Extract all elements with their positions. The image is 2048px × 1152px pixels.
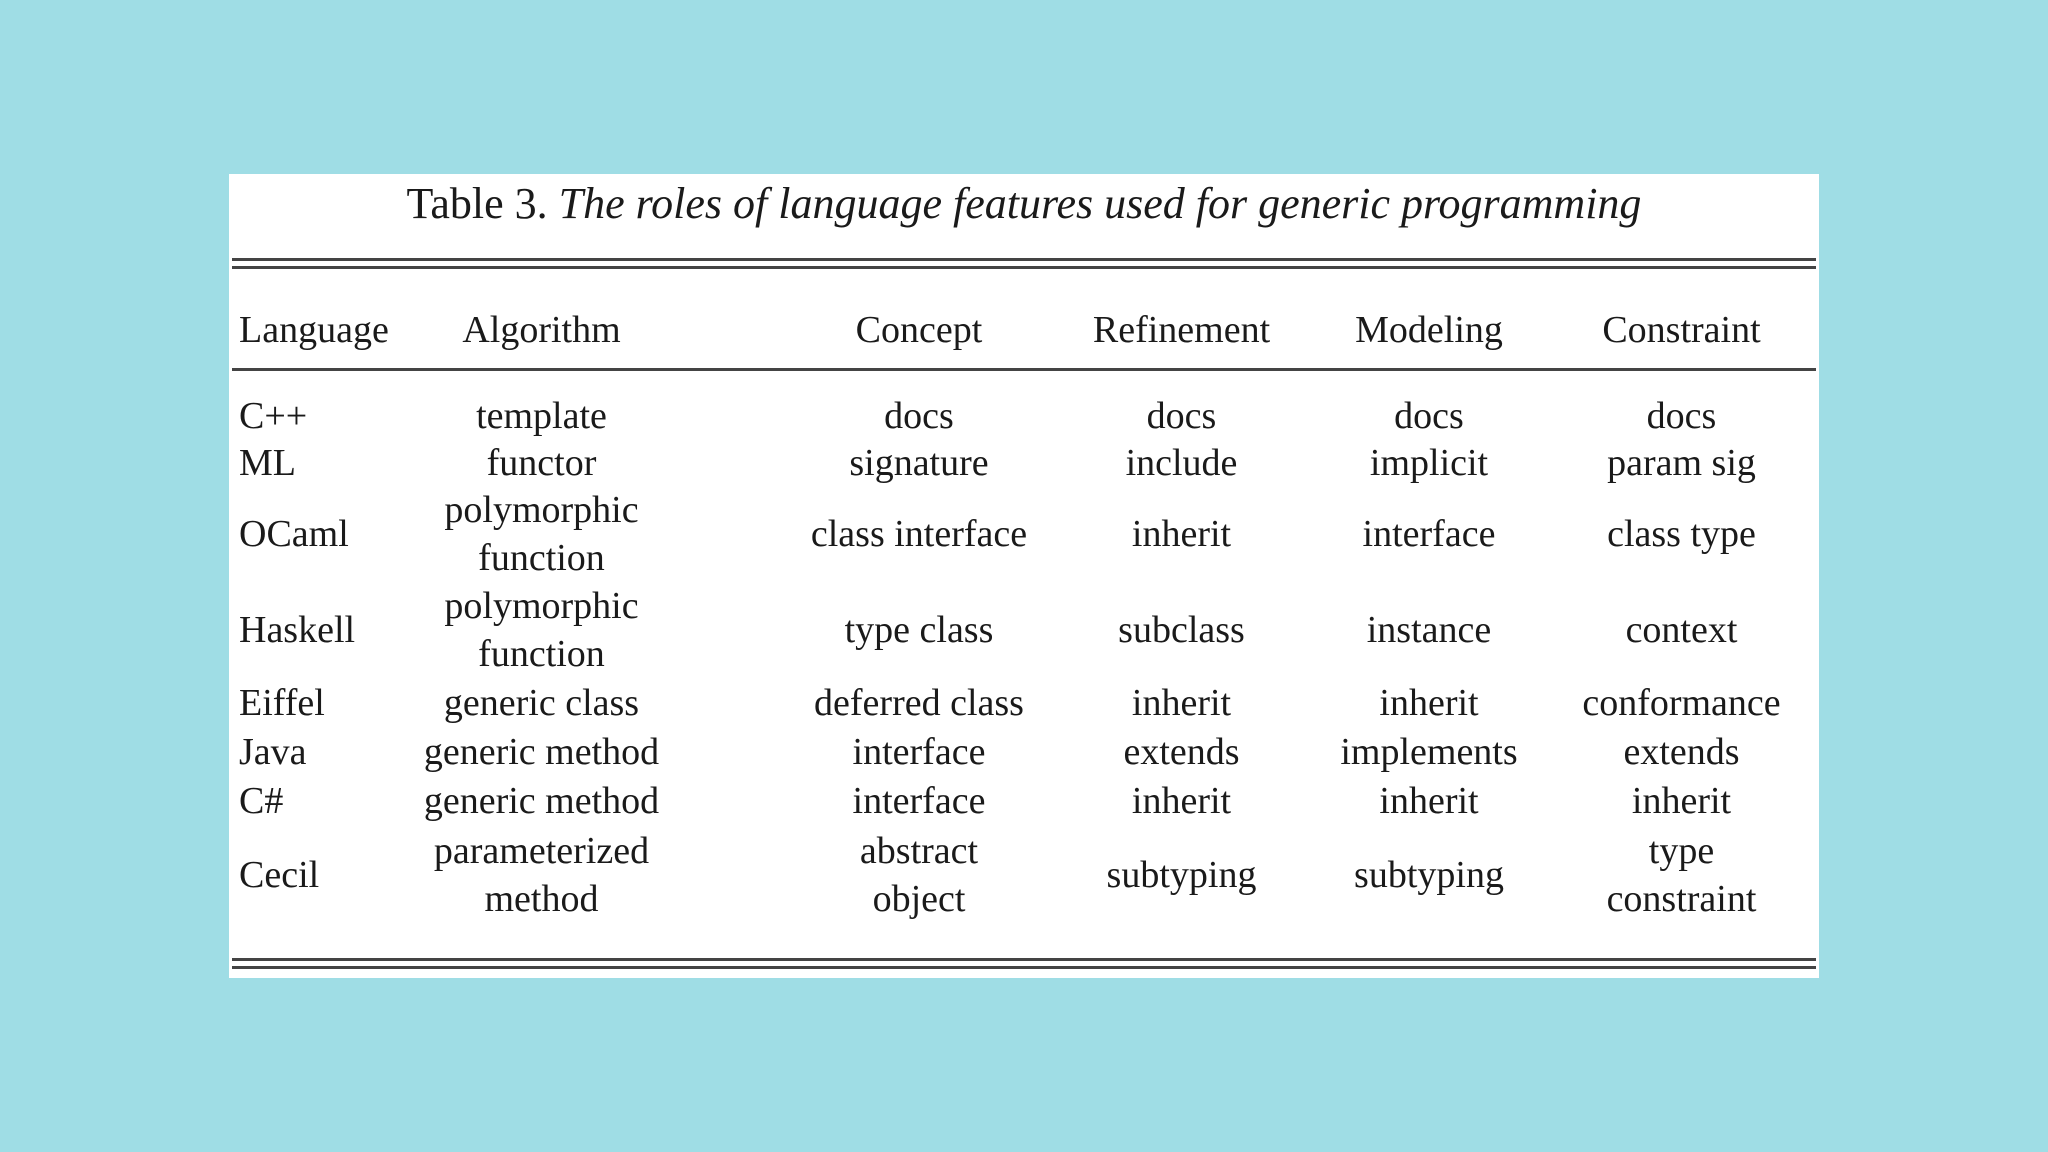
table-cell: generic method xyxy=(423,780,660,822)
table-cell: inherit xyxy=(1131,682,1232,724)
table-caption xyxy=(229,174,1819,248)
table-cell: generic method xyxy=(423,731,660,773)
row-language-cell: C# xyxy=(239,780,284,822)
top-rule-2 xyxy=(232,266,1816,269)
table-cell: implements xyxy=(1340,731,1518,773)
row-language-cell: Cecil xyxy=(239,854,320,896)
table-cell: docs xyxy=(1394,395,1464,437)
table-cell: conformance xyxy=(1582,682,1781,724)
table-cell: param sig xyxy=(1607,442,1756,484)
table-cell: instance xyxy=(1366,609,1492,651)
table-cell: type constraint xyxy=(1606,830,1757,920)
table-cell: inherit xyxy=(1631,780,1732,822)
table-cell: deferred class xyxy=(814,682,1024,724)
column-header: Algorithm xyxy=(462,309,621,351)
table-cell: subtyping xyxy=(1106,854,1257,896)
caption-prefix: Table 3. xyxy=(406,179,548,228)
column-header: Concept xyxy=(855,309,983,351)
table-cell: subclass xyxy=(1118,609,1245,651)
column-header: Refinement xyxy=(1092,309,1271,351)
table-cell: inherit xyxy=(1131,780,1232,822)
table-cell: inherit xyxy=(1379,682,1479,724)
column-header: Constraint xyxy=(1602,309,1761,351)
bottom-rule-2 xyxy=(232,966,1816,969)
table-cell: implicit xyxy=(1369,442,1489,484)
table-cell: include xyxy=(1125,442,1238,484)
row-language-cell: ML xyxy=(239,442,296,484)
table-cell: generic class xyxy=(443,682,640,724)
table-cell: docs xyxy=(1646,395,1717,437)
row-language-cell: Haskell xyxy=(239,609,356,651)
table-cell: class type xyxy=(1607,513,1756,555)
table-cell: inherit xyxy=(1379,780,1479,822)
table-cell: interface xyxy=(852,731,986,773)
table-cell: abstract object xyxy=(859,830,979,920)
table-cell: subtyping xyxy=(1354,854,1504,896)
table-cell: context xyxy=(1625,609,1738,651)
caption-title: The roles of language features used for generic programming xyxy=(558,179,1642,228)
table-cell: docs xyxy=(884,395,954,437)
row-language-cell: Java xyxy=(239,731,307,773)
table-cell: extends xyxy=(1623,731,1740,773)
bottom-rule-1 xyxy=(232,958,1816,961)
table-cell: parameterized method xyxy=(433,830,650,920)
table-cell: extends xyxy=(1123,731,1240,773)
table-cell: polymorphic function xyxy=(444,489,639,579)
row-language-cell: OCaml xyxy=(239,513,349,555)
row-language-cell: C++ xyxy=(239,395,308,437)
table-cell: docs xyxy=(1146,395,1217,437)
table-cell: functor xyxy=(486,442,597,484)
column-header: Modeling xyxy=(1355,309,1503,351)
table-cell: type class xyxy=(844,609,994,651)
table-cell: inherit xyxy=(1131,513,1232,555)
table-cell: interface xyxy=(1362,513,1496,555)
table-cell: polymorphic function xyxy=(444,585,639,675)
table-cell: signature xyxy=(849,442,989,484)
table-card xyxy=(229,174,1819,978)
table-cell: class interface xyxy=(810,513,1028,555)
top-rule-1 xyxy=(232,258,1816,261)
table-cell: interface xyxy=(852,780,986,822)
row-language-cell: Eiffel xyxy=(239,682,325,724)
table-cell: template xyxy=(476,395,607,437)
column-header: Language xyxy=(239,309,389,351)
